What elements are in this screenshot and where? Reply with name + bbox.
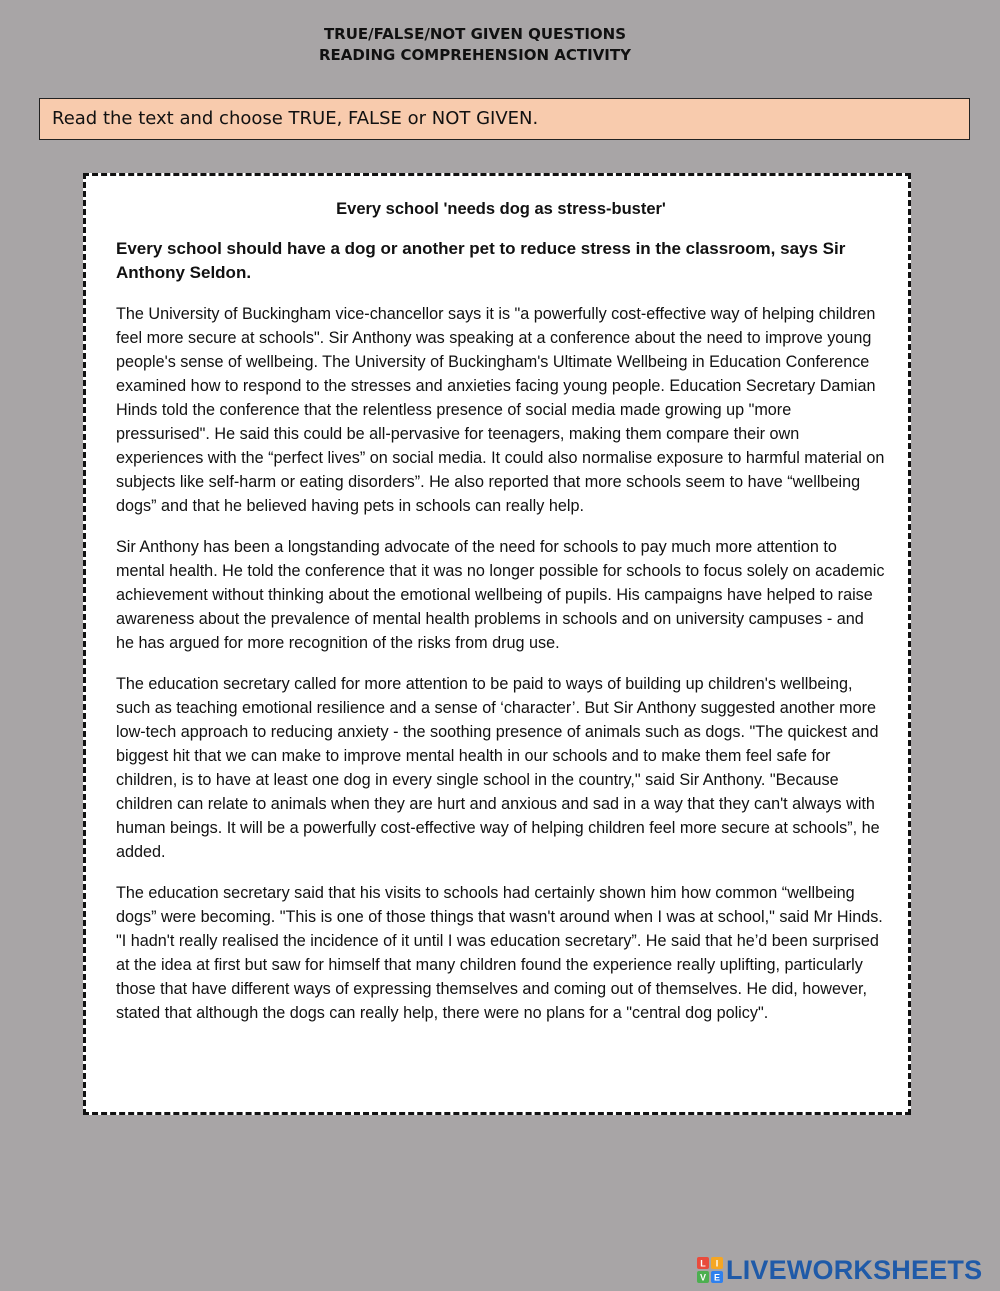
svg-text:E: E bbox=[713, 1272, 721, 1283]
article-paragraph: The education secretary called for more attention to be paid to ways of building up children's wellbeing, such as teaching emotional resilience and a sense of ‘character’. But Sir Anthony suggested another more low-tech approach to reducing anxiety - the soothing presence of animals such as dogs. "The quickest and biggest hit that we can make to improve mental health in our schools and to make them feel safe for children, is to have at least one dog in every single school in the country," said Sir Anthony. "Because children can relate to animals when they are hurt and anxious and sad in a way that they can't always with human beings. It will be a powerfully cost-effective way of helping children feel more secure at schools”, he added. bbox=[116, 675, 880, 861]
svg-text:V: V bbox=[699, 1272, 707, 1283]
liveworksheets-brand[interactable] bbox=[697, 1255, 982, 1285]
worksheet-header bbox=[0, 24, 950, 66]
svg-text:I: I bbox=[715, 1258, 719, 1269]
header-subtitle: READING COMPREHENSION ACTIVITY bbox=[319, 46, 631, 64]
article-title: Every school 'needs dog as stress-buster' bbox=[336, 200, 666, 218]
reading-text-box bbox=[83, 173, 911, 1115]
brand-name: LIVEWORKSHEETS bbox=[726, 1255, 983, 1285]
article-paragraph: Sir Anthony has been a longstanding advocate of the need for schools to pay much more attention to mental health. He told the conference that it was no longer possible for schools to focus solely on academic achievement without thinking about the emotional wellbeing of pupils. His campaigns have helped to raise awareness about the prevalence of mental health problems in schools and on university campuses - and he has argued for more recognition of the risks from drug use. bbox=[116, 538, 885, 652]
article-paragraph: The University of Buckingham vice-chancellor says it is "a powerfully cost-effective way of helping children feel more secure at schools". Sir Anthony was speaking at a conference about the need to improve young people's sense of wellbeing. The University of Buckingham's Ultimate Wellbeing in Education Conference examined how to respond to the stresses and anxieties facing young people. Education Secretary Damian Hinds told the conference that the relentless presence of social media made growing up "more pressurised". He said this could be all-pervasive for teenagers, making them compare their own experiences with the “perfect lives” on social media. It could also normalise exposure to harmful material on subjects like self-harm or eating disorders”. He also reported that more schools seem to have “wellbeing dogs” and that he believed having pets in schools can really help. bbox=[116, 305, 885, 515]
article-lead: Every school should have a dog or another pet to reduce stress in the classroom, says Sir Anthony Seldon. bbox=[116, 239, 846, 282]
article-paragraph: The education secretary said that his visits to schools had certainly shown him how common “wellbeing dogs” were becoming. "This is one of those things that wasn't around when I was at school," said Mr Hinds. "I hadn't really realised the incidence of it until I was education secretary”. He said that he’d been surprised at the idea at first but saw for himself that many children found the experience really uplifting, particularly those that have different ways of expressing themselves and coming out of themselves. He did, however, stated that although the dogs can really help, there were no plans for a "central dog policy". bbox=[116, 884, 883, 1022]
svg-text:L: L bbox=[700, 1258, 706, 1269]
instruction-banner: Read the text and choose TRUE, FALSE or NOT GIVEN. bbox=[39, 98, 970, 140]
liveworksheets-logo-icon bbox=[697, 1257, 723, 1283]
header-title: TRUE/FALSE/NOT GIVEN QUESTIONS bbox=[323, 25, 627, 43]
